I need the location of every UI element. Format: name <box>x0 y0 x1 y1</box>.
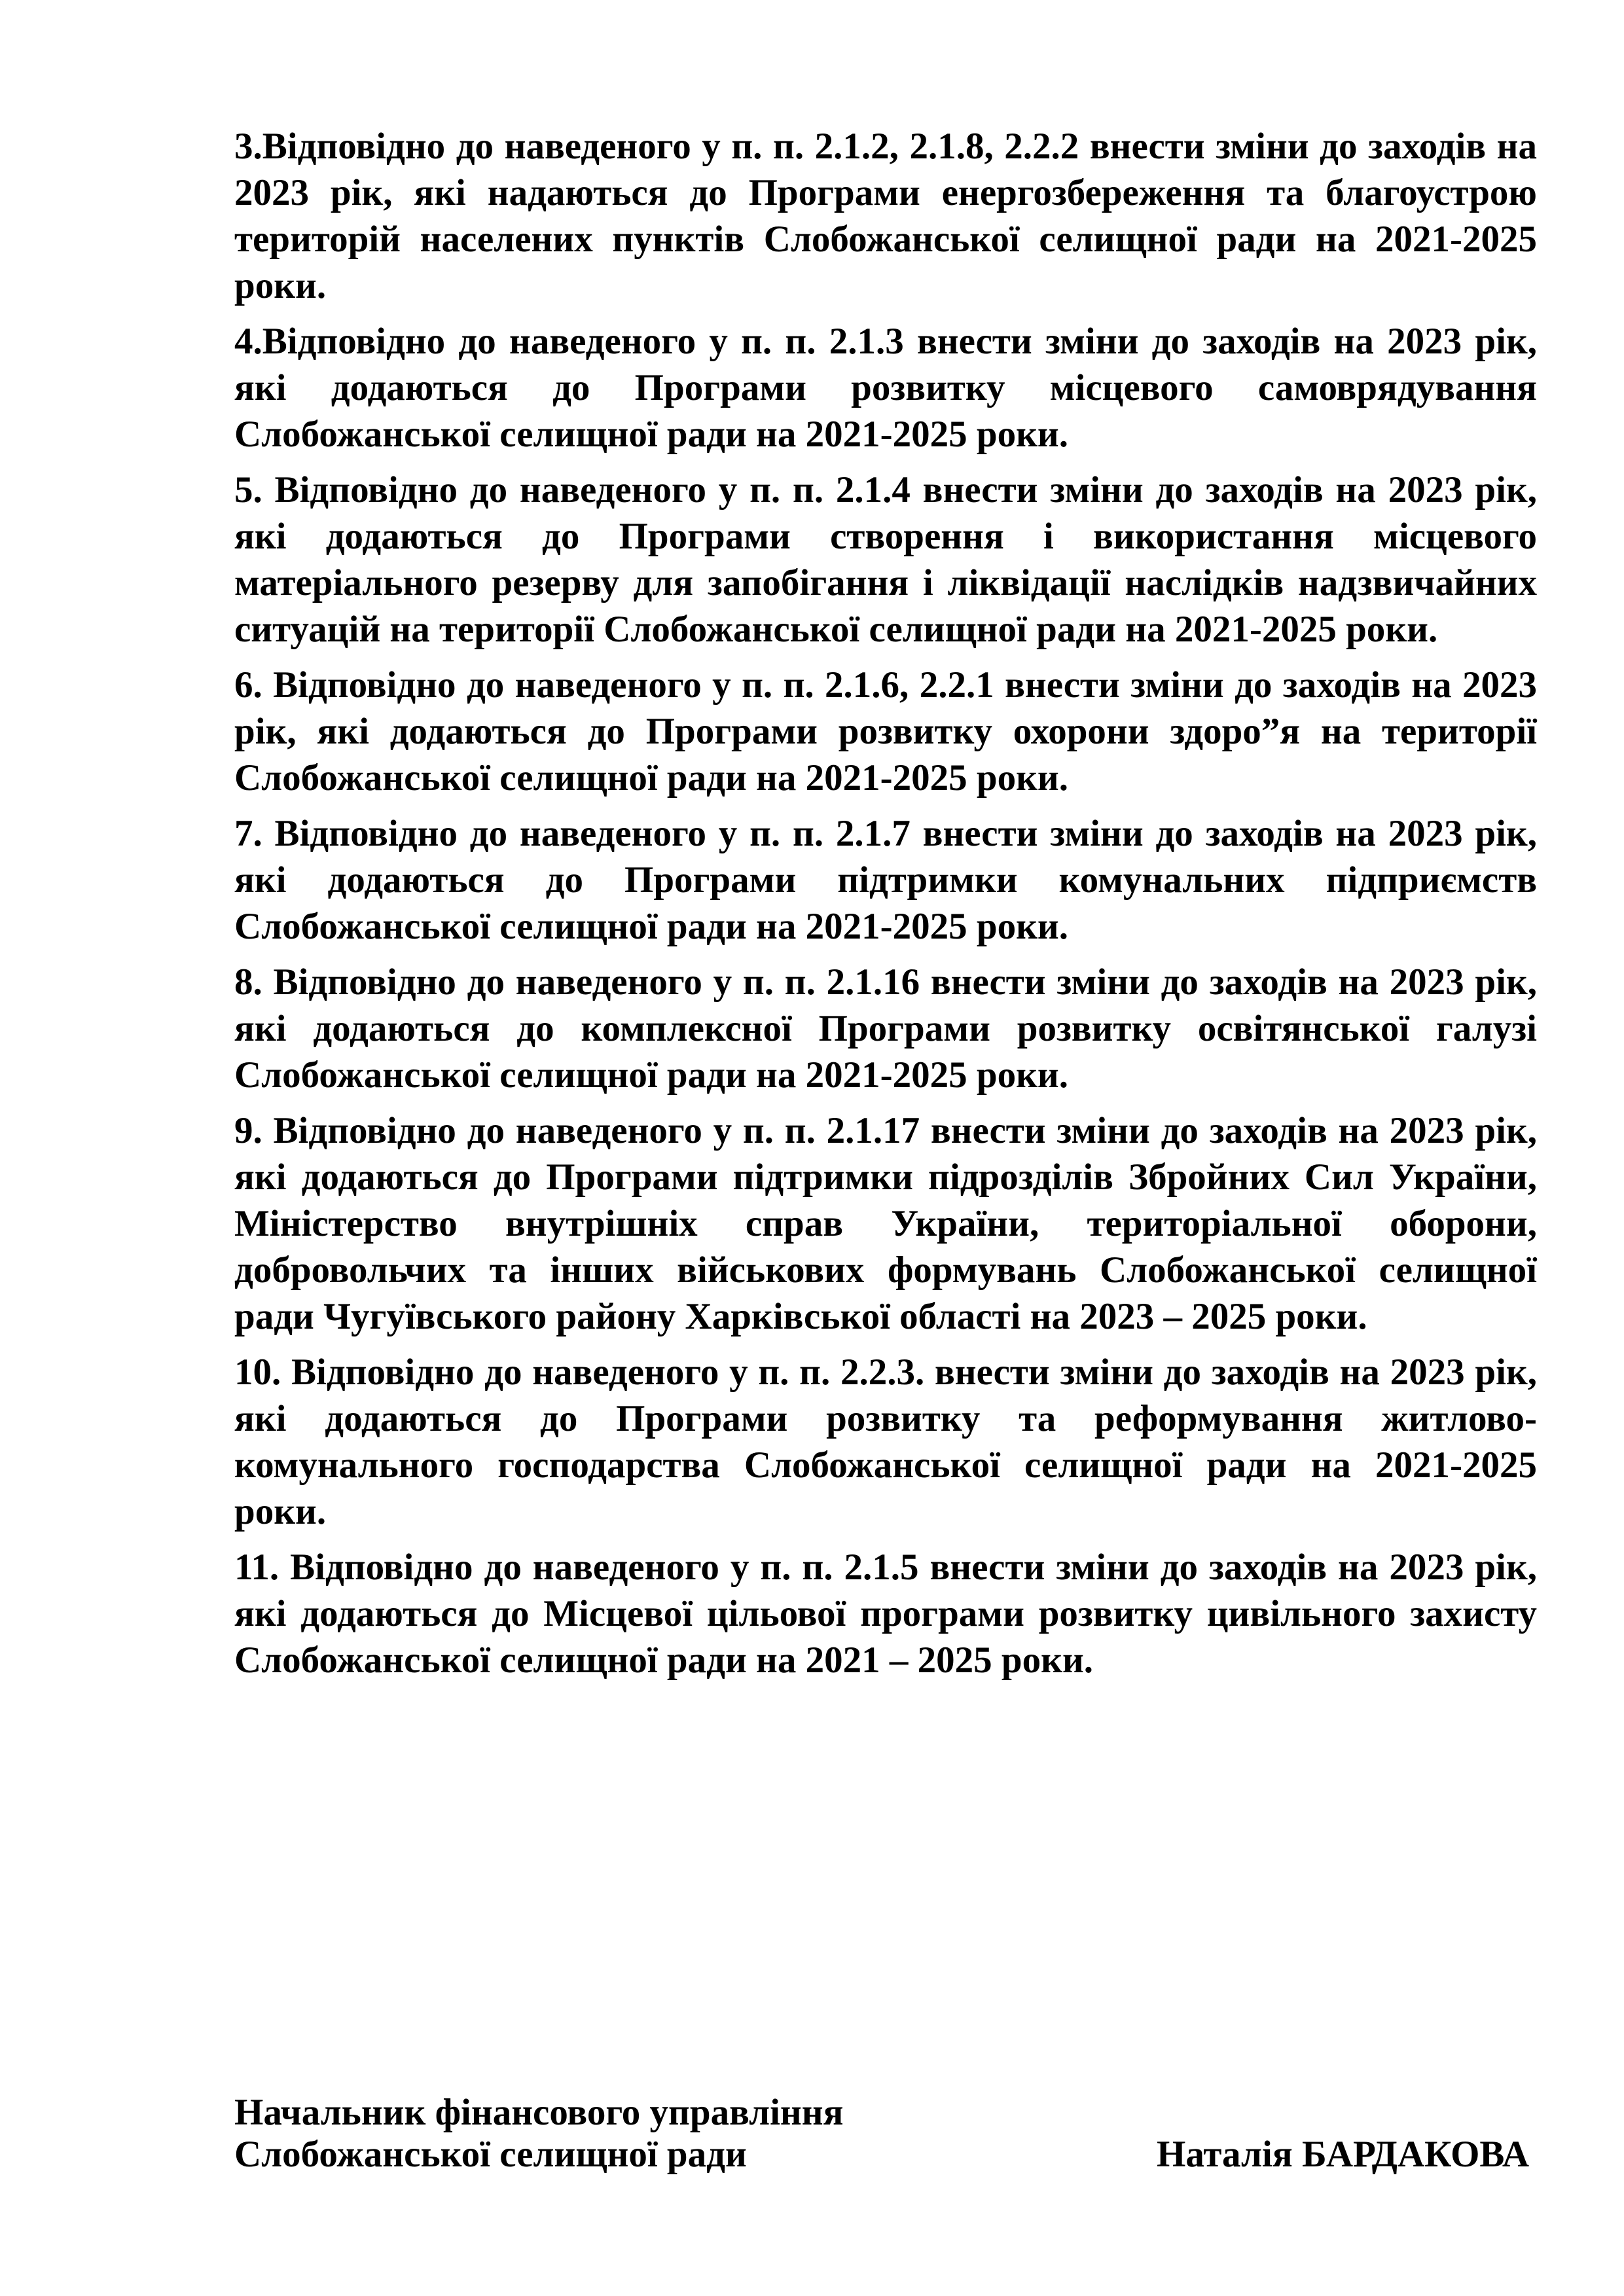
paragraph-6: 6. Відповідно до наведеного у п. п. 2.1.6, 2.2.1 внести зміни до заходів на 2023 рік, які додаються до Програми розвитку охорони здоро”я на території Слобожанської селищної ради на 2021-2025 роки. <box>234 664 1537 798</box>
paragraph-8: 8. Відповідно до наведеного у п. п. 2.1.16 внести зміни до заходів на 2023 рік, які додаються до комплексної Програми розвитку освітянської галузі Слобожанської селищної ради на 2021-2025 роки. <box>234 961 1537 1096</box>
paragraph-5: 5. Відповідно до наведеного у п. п. 2.1.4 внести зміни до заходів на 2023 рік, які додаються до Програми створення і використання місцевого матеріального резерву для запобігання і ліквідації наслідків надзвичайних ситуацій на території Слобожанської селищної ради на 2021-2025 роки. <box>234 469 1537 650</box>
document-body <box>234 123 1537 1693</box>
paragraph-3: 3.Відповідно до наведеного у п. п. 2.1.2, 2.1.8, 2.2.2 внести зміни до заходів на 2023 рік, які надаються до Програми енергозбереження та благоустрою територій населених пунктів Слобожанської селищної ради на 2021-2025 роки. <box>234 126 1537 306</box>
signer-position-line1: Начальник фінансового управління <box>234 2092 844 2133</box>
paragraph-7: 7. Відповідно до наведеного у п. п. 2.1.7 внести зміни до заходів на 2023 рік, які додаються до Програми підтримки комунальних підприємств Слобожанської селищної ради на 2021-2025 роки. <box>234 813 1537 947</box>
signature-block <box>234 2092 1537 2176</box>
paragraph-10: 10. Відповідно до наведеного у п. п. 2.2.3. внести зміни до заходів на 2023 рік, які додаються до Програми розвитку та реформування житлово-комунального господарства Слобожанської селищної ради на 2021-2025 роки. <box>234 1352 1537 1532</box>
signer-position-line2: Слобожанської селищної ради <box>234 2134 747 2175</box>
paragraph-11: 11. Відповідно до наведеного у п. п. 2.1.5 внести зміни до заходів на 2023 рік, які додаються до Місцевої цільової програми розвитку цивільного захисту Слобожанської селищної ради на 2021 – 2025 роки. <box>234 1547 1537 1681</box>
paragraph-4: 4.Відповідно до наведеного у п. п. 2.1.3 внести зміни до заходів на 2023 рік, які додаються до Програми розвитку місцевого самоврядування Слобожанської селищної ради на 2021-2025 роки. <box>234 321 1537 455</box>
paragraph-9: 9. Відповідно до наведеного у п. п. 2.1.17 внести зміни до заходів на 2023 рік, які додаються до Програми підтримки підрозділів Збройних Сил України, Міністерство внутрішніх справ України, територіальної оборони, добровольчих та інших військових формувань Слобожанської селищної ради Чугуївського району Харківської області на 2023 – 2025 роки. <box>234 1110 1537 1337</box>
signer-name: Наталія БАРДАКОВА <box>1157 2134 1529 2175</box>
